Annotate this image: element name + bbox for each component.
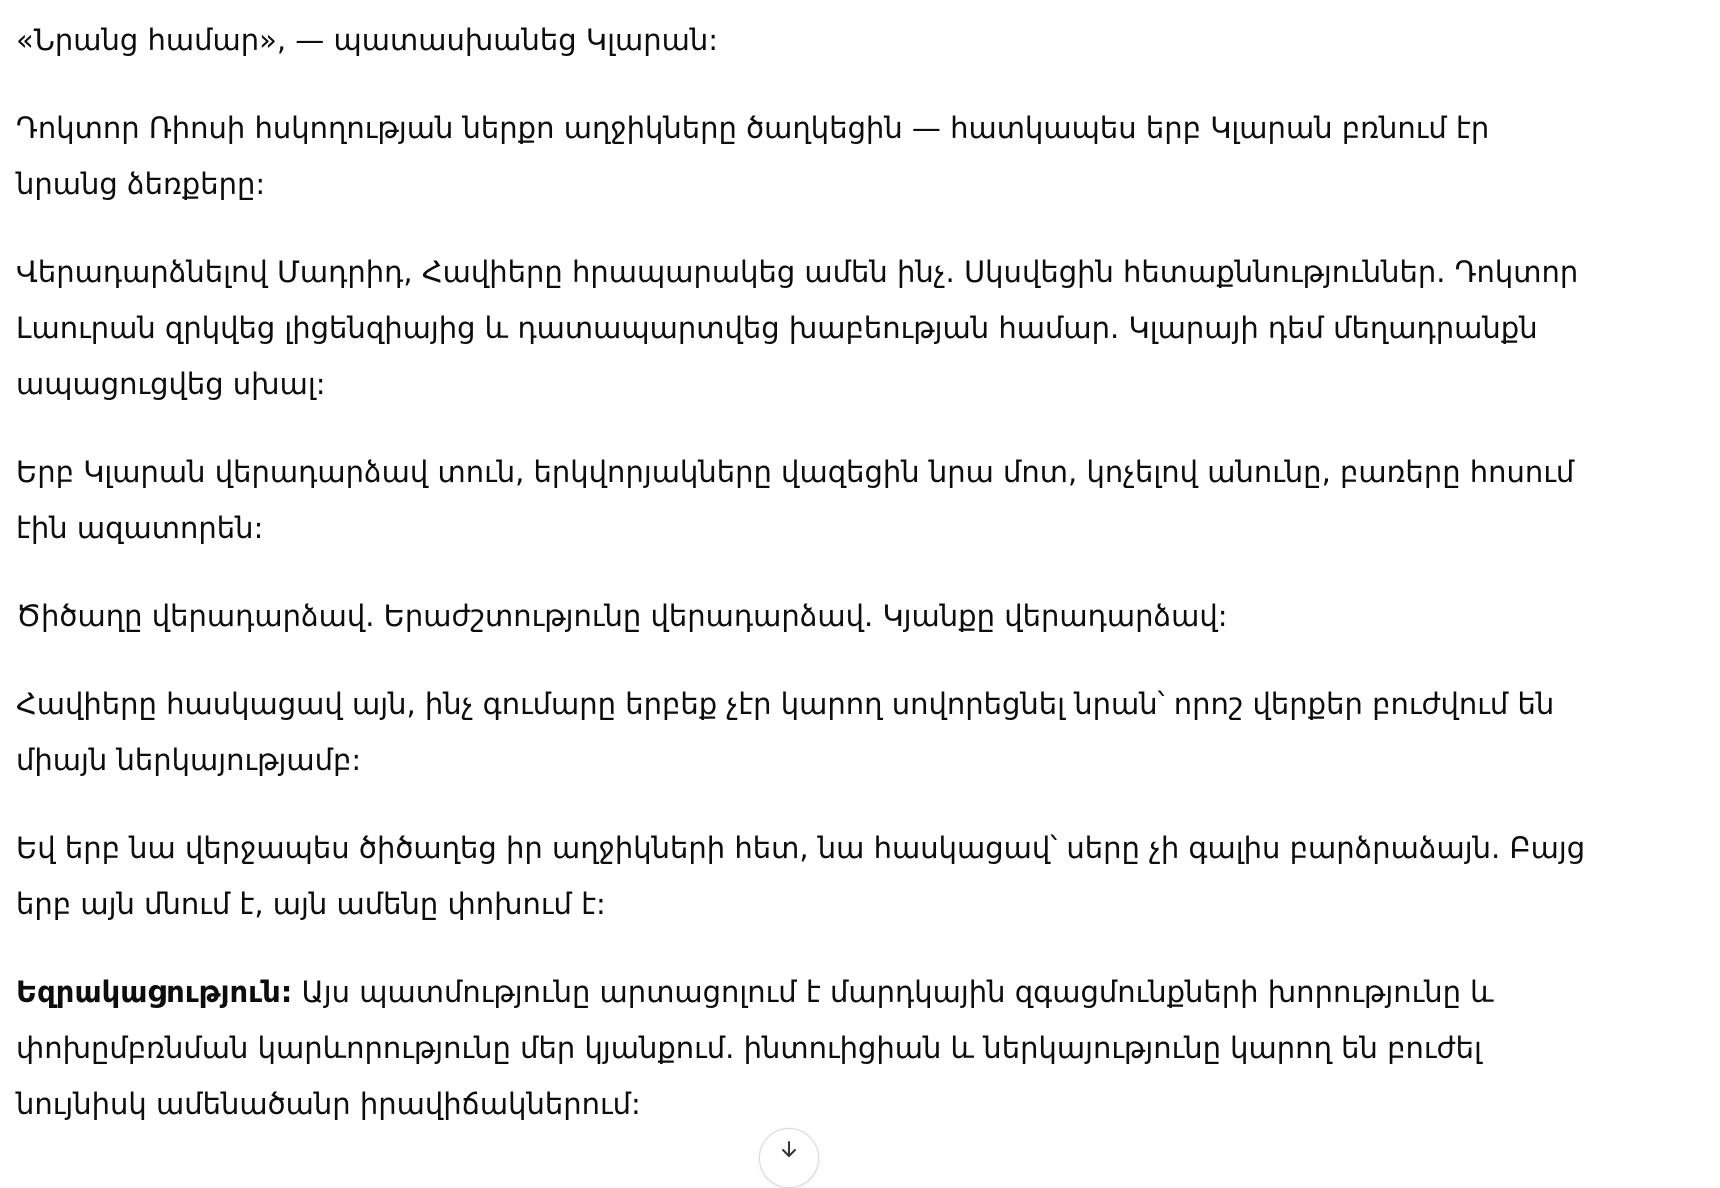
scroll-to-bottom-button[interactable] <box>759 1128 819 1188</box>
article-body <box>16 12 1596 1164</box>
conclusion-label: Եզրակացություն: <box>16 975 293 1009</box>
paragraph-6: Հավիերը հասկացավ այն, ինչ գումարը երբեք չէր կարող սովորեցնել նրան՝ որոշ վերքեր բուժվում են միայն ներկայությամբ: <box>16 687 1555 777</box>
paragraph-3: Վերադարձնելով Մադրիդ, Հավիերը հրապարակեց ամեն ինչ. Սկսվեցին հետաքննություններ. Դոկտոր Լաուրան զրկվեց լիցենզիայից և դատապարտվեց խաբեության համար. Կլարայի դեմ մեղադրանքն ապացուցվեց սխալ: <box>16 255 1579 401</box>
paragraph-2: Դոկտոր Ռիոսի հսկողության ներքո աղջիկները ծաղկեցին — հատկապես երբ Կլարան բռնում էր նրանց ձեռքերը: <box>16 111 1490 201</box>
paragraph-1: «Նրանց համար», — պատասխանեց Կլարան: <box>16 23 719 57</box>
paragraph-5: Ծիծաղը վերադարձավ. Երաժշտությունը վերադարձավ. Կյանքը վերադարձավ: <box>16 599 1228 633</box>
conclusion-text: Այս պատմությունը արտացոլում է մարդկային զգացմունքների խորությունը և փոխըմբռնման կարևորությունը մեր կյանքում. ինտուիցիան և ներկայությունը կարող են բուժել նույնիսկ ամենածանր իրավիճակներում: <box>16 975 1494 1121</box>
conclusion-paragraph <box>16 964 1596 1132</box>
arrow-down-icon <box>779 1139 799 1163</box>
paragraph-4: Երբ Կլարան վերադարձավ տուն, երկվորյակները վազեցին նրա մոտ, կոչելով անունը, բառերը հոսում էին ազատորեն: <box>16 455 1575 545</box>
paragraph-7: Եվ երբ նա վերջապես ծիծաղեց իր աղջիկների հետ, նա հասկացավ՝ սերը չի գալիս բարձրաձայն. Բայց երբ այն մնում է, այն ամենը փոխում է: <box>16 831 1586 921</box>
